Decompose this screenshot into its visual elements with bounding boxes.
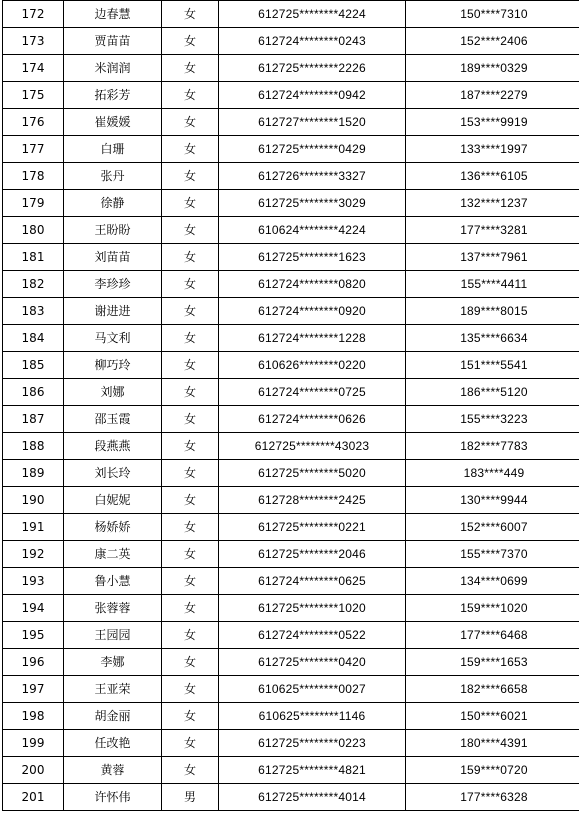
table-row [3, 703, 579, 730]
name-cell: 李珍珍 [64, 271, 162, 298]
name-cell: 王亚荣 [64, 676, 162, 703]
phone-number-cell: 155****7370 [406, 541, 579, 568]
table-row [3, 217, 579, 244]
name-cell: 谢进进 [64, 298, 162, 325]
phone-number-cell: 180****4391 [406, 730, 579, 757]
phone-number-cell: 137****7961 [406, 244, 579, 271]
table-row [3, 757, 579, 784]
gender-cell: 女 [162, 325, 219, 352]
name-cell: 白珊 [64, 136, 162, 163]
phone-number-cell: 155****4411 [406, 271, 579, 298]
name-cell: 康二英 [64, 541, 162, 568]
name-cell: 刘娜 [64, 379, 162, 406]
id-number-cell: 612725********0223 [219, 730, 406, 757]
id-number-cell: 610626********0220 [219, 352, 406, 379]
gender-cell: 女 [162, 595, 219, 622]
row-number-cell: 178 [3, 163, 64, 190]
name-cell: 米润润 [64, 55, 162, 82]
phone-number-cell: 153****9919 [406, 109, 579, 136]
phone-number-cell: 189****8015 [406, 298, 579, 325]
table-row [3, 514, 579, 541]
name-cell: 马文利 [64, 325, 162, 352]
table-row [3, 109, 579, 136]
id-number-cell: 610625********1146 [219, 703, 406, 730]
phone-number-cell: 132****1237 [406, 190, 579, 217]
gender-cell: 女 [162, 82, 219, 109]
phone-number-cell: 155****3223 [406, 406, 579, 433]
row-number-cell: 194 [3, 595, 64, 622]
phone-number-cell: 182****6658 [406, 676, 579, 703]
gender-cell: 女 [162, 568, 219, 595]
id-number-cell: 612724********0820 [219, 271, 406, 298]
gender-cell: 女 [162, 730, 219, 757]
gender-cell: 女 [162, 460, 219, 487]
row-number-cell: 173 [3, 28, 64, 55]
phone-number-cell: 152****2406 [406, 28, 579, 55]
name-cell: 胡金丽 [64, 703, 162, 730]
name-cell: 张蓉蓉 [64, 595, 162, 622]
name-cell: 任改艳 [64, 730, 162, 757]
id-number-cell: 612725********43023 [219, 433, 406, 460]
id-number-cell: 610624********4224 [219, 217, 406, 244]
gender-cell: 女 [162, 136, 219, 163]
row-number-cell: 191 [3, 514, 64, 541]
phone-number-cell: 130****9944 [406, 487, 579, 514]
table-row [3, 82, 579, 109]
gender-cell: 女 [162, 649, 219, 676]
phone-number-cell: 151****5541 [406, 352, 579, 379]
table-row [3, 433, 579, 460]
id-number-cell: 612725********1020 [219, 595, 406, 622]
row-number-cell: 182 [3, 271, 64, 298]
name-cell: 徐静 [64, 190, 162, 217]
table-row [3, 136, 579, 163]
phone-number-cell: 134****0699 [406, 568, 579, 595]
row-number-cell: 193 [3, 568, 64, 595]
name-cell: 李娜 [64, 649, 162, 676]
gender-cell: 女 [162, 298, 219, 325]
table-row [3, 163, 579, 190]
name-cell: 杨娇娇 [64, 514, 162, 541]
name-cell: 柳巧玲 [64, 352, 162, 379]
id-number-cell: 612727********1520 [219, 109, 406, 136]
gender-cell: 女 [162, 676, 219, 703]
gender-cell: 女 [162, 1, 219, 28]
row-number-cell: 199 [3, 730, 64, 757]
phone-number-cell: 159****1653 [406, 649, 579, 676]
phone-number-cell: 152****6007 [406, 514, 579, 541]
phone-number-cell: 135****6634 [406, 325, 579, 352]
row-number-cell: 189 [3, 460, 64, 487]
id-number-cell: 612724********0625 [219, 568, 406, 595]
phone-number-cell: 150****6021 [406, 703, 579, 730]
phone-number-cell: 159****1020 [406, 595, 579, 622]
roster-table [2, 0, 579, 811]
row-number-cell: 195 [3, 622, 64, 649]
row-number-cell: 198 [3, 703, 64, 730]
table-row [3, 622, 579, 649]
row-number-cell: 197 [3, 676, 64, 703]
row-number-cell: 177 [3, 136, 64, 163]
gender-cell: 女 [162, 622, 219, 649]
table-row [3, 352, 579, 379]
id-number-cell: 612724********0725 [219, 379, 406, 406]
id-number-cell: 612725********2226 [219, 55, 406, 82]
name-cell: 张丹 [64, 163, 162, 190]
table-row [3, 568, 579, 595]
row-number-cell: 176 [3, 109, 64, 136]
id-number-cell: 612725********0420 [219, 649, 406, 676]
phone-number-cell: 177****3281 [406, 217, 579, 244]
name-cell: 白妮妮 [64, 487, 162, 514]
row-number-cell: 192 [3, 541, 64, 568]
gender-cell: 女 [162, 28, 219, 55]
name-cell: 许怀伟 [64, 784, 162, 811]
phone-number-cell: 187****2279 [406, 82, 579, 109]
row-number-cell: 179 [3, 190, 64, 217]
phone-number-cell: 136****6105 [406, 163, 579, 190]
id-number-cell: 612725********2046 [219, 541, 406, 568]
gender-cell: 女 [162, 55, 219, 82]
phone-number-cell: 183****449 [406, 460, 579, 487]
id-number-cell: 612724********0522 [219, 622, 406, 649]
gender-cell: 女 [162, 757, 219, 784]
name-cell: 刘苗苗 [64, 244, 162, 271]
name-cell: 贾苗苗 [64, 28, 162, 55]
phone-number-cell: 133****1997 [406, 136, 579, 163]
gender-cell: 女 [162, 406, 219, 433]
name-cell: 段燕燕 [64, 433, 162, 460]
name-cell: 崔媛媛 [64, 109, 162, 136]
gender-cell: 女 [162, 352, 219, 379]
table-row [3, 244, 579, 271]
table-row [3, 730, 579, 757]
row-number-cell: 183 [3, 298, 64, 325]
gender-cell: 女 [162, 163, 219, 190]
id-number-cell: 612724********0626 [219, 406, 406, 433]
gender-cell: 男 [162, 784, 219, 811]
id-number-cell: 612724********1228 [219, 325, 406, 352]
table-row [3, 28, 579, 55]
phone-number-cell: 186****5120 [406, 379, 579, 406]
gender-cell: 女 [162, 190, 219, 217]
id-number-cell: 612726********3327 [219, 163, 406, 190]
id-number-cell: 612724********0920 [219, 298, 406, 325]
phone-number-cell: 177****6328 [406, 784, 579, 811]
table-row [3, 541, 579, 568]
name-cell: 拓彩芳 [64, 82, 162, 109]
id-number-cell: 612725********1623 [219, 244, 406, 271]
id-number-cell: 612725********3029 [219, 190, 406, 217]
gender-cell: 女 [162, 703, 219, 730]
phone-number-cell: 177****6468 [406, 622, 579, 649]
name-cell: 邵玉霞 [64, 406, 162, 433]
gender-cell: 女 [162, 541, 219, 568]
row-number-cell: 184 [3, 325, 64, 352]
table-row [3, 325, 579, 352]
name-cell: 鲁小慧 [64, 568, 162, 595]
id-number-cell: 612725********4014 [219, 784, 406, 811]
phone-number-cell: 150****7310 [406, 1, 579, 28]
row-number-cell: 181 [3, 244, 64, 271]
row-number-cell: 185 [3, 352, 64, 379]
gender-cell: 女 [162, 271, 219, 298]
id-number-cell: 612725********0221 [219, 514, 406, 541]
row-number-cell: 196 [3, 649, 64, 676]
phone-number-cell: 189****0329 [406, 55, 579, 82]
table-row [3, 676, 579, 703]
name-cell: 王园园 [64, 622, 162, 649]
gender-cell: 女 [162, 514, 219, 541]
name-cell: 刘长玲 [64, 460, 162, 487]
gender-cell: 女 [162, 433, 219, 460]
row-number-cell: 186 [3, 379, 64, 406]
id-number-cell: 612725********5020 [219, 460, 406, 487]
name-cell: 黄蓉 [64, 757, 162, 784]
table-row [3, 1, 579, 28]
gender-cell: 女 [162, 244, 219, 271]
name-cell: 边春慧 [64, 1, 162, 28]
table-row [3, 784, 579, 811]
id-number-cell: 612728********2425 [219, 487, 406, 514]
id-number-cell: 612725********4821 [219, 757, 406, 784]
table-row [3, 55, 579, 82]
table-row [3, 406, 579, 433]
gender-cell: 女 [162, 487, 219, 514]
id-number-cell: 612725********0429 [219, 136, 406, 163]
row-number-cell: 201 [3, 784, 64, 811]
id-number-cell: 610625********0027 [219, 676, 406, 703]
table-row [3, 298, 579, 325]
gender-cell: 女 [162, 379, 219, 406]
gender-cell: 女 [162, 109, 219, 136]
row-number-cell: 200 [3, 757, 64, 784]
row-number-cell: 180 [3, 217, 64, 244]
phone-number-cell: 182****7783 [406, 433, 579, 460]
id-number-cell: 612724********0942 [219, 82, 406, 109]
name-cell: 王盼盼 [64, 217, 162, 244]
table-row [3, 460, 579, 487]
id-number-cell: 612725********4224 [219, 1, 406, 28]
row-number-cell: 188 [3, 433, 64, 460]
row-number-cell: 174 [3, 55, 64, 82]
row-number-cell: 172 [3, 1, 64, 28]
document-sheet [2, 0, 577, 814]
table-row [3, 487, 579, 514]
phone-number-cell: 159****0720 [406, 757, 579, 784]
table-row [3, 595, 579, 622]
gender-cell: 女 [162, 217, 219, 244]
row-number-cell: 190 [3, 487, 64, 514]
table-row [3, 190, 579, 217]
table-row [3, 649, 579, 676]
roster-table-body [3, 1, 579, 811]
row-number-cell: 187 [3, 406, 64, 433]
table-row [3, 379, 579, 406]
id-number-cell: 612724********0243 [219, 28, 406, 55]
row-number-cell: 175 [3, 82, 64, 109]
table-row [3, 271, 579, 298]
